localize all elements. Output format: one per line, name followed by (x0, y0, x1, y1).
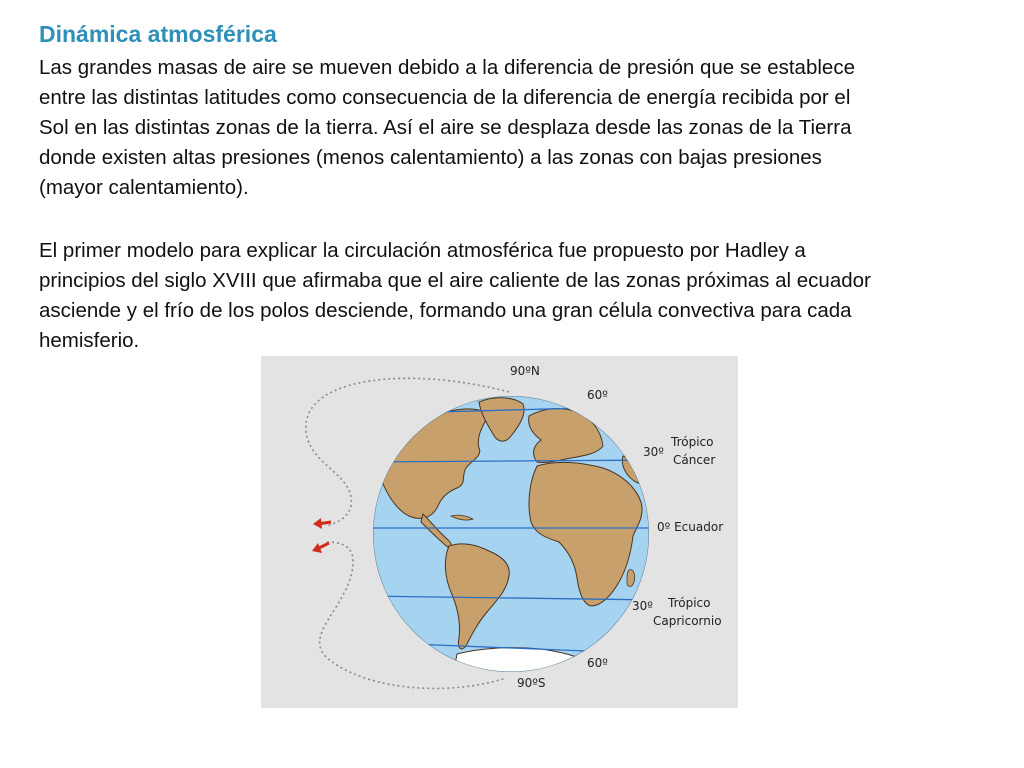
paragraph-2-line: El primer modelo para explicar la circulación atmosférica fue propuesto por Hadley a (39, 239, 806, 262)
paragraph-1 (39, 53, 999, 203)
label-60n: 60º (587, 388, 608, 402)
paragraph-1-line: entre las distintas latitudes como consecuencia de la diferencia de energía recibida por el (39, 86, 851, 109)
label-tropic-cancer-1: Trópico (671, 435, 714, 449)
label-60s: 60º (587, 656, 608, 670)
paragraph-2-line: asciende y el frío de los polos desciende, formando una gran célula convectiva para cada (39, 299, 852, 322)
paragraph-1-line: Las grandes masas de aire se mueven debido a la diferencia de presión que se establece (39, 56, 855, 79)
label-tropic-cancer-2: Cáncer (673, 453, 716, 467)
paragraph-1-line: Sol en las distintas zonas de la tierra. Así el aire se desplaza desde las zonas de la Tierra (39, 116, 852, 139)
paragraph-2-line: principios del siglo XVIII que afirmaba que el aire caliente de las zonas próximas al ecuador (39, 269, 871, 292)
label-north-pole: 90ºN (510, 364, 540, 378)
label-south-pole: 90ºS (517, 676, 546, 690)
paragraph-1-line: donde existen altas presiones (menos calentamiento) a las zonas con bajas presiones (39, 146, 822, 169)
paragraph-2-line: hemisferio. (39, 329, 140, 352)
label-equator: 0º Ecuador (657, 520, 724, 534)
paragraph-2 (39, 236, 999, 356)
label-30n: 30º (643, 445, 664, 459)
label-30s: 30º (632, 599, 653, 613)
label-tropic-capricorn-2: Capricornio (653, 614, 722, 628)
page-title: Dinámica atmosférica (39, 21, 277, 47)
paragraph-1-line: (mayor calentamiento). (39, 176, 249, 199)
hadley-cell-globe-figure (261, 356, 738, 708)
label-tropic-capricorn-1: Trópico (668, 596, 711, 610)
